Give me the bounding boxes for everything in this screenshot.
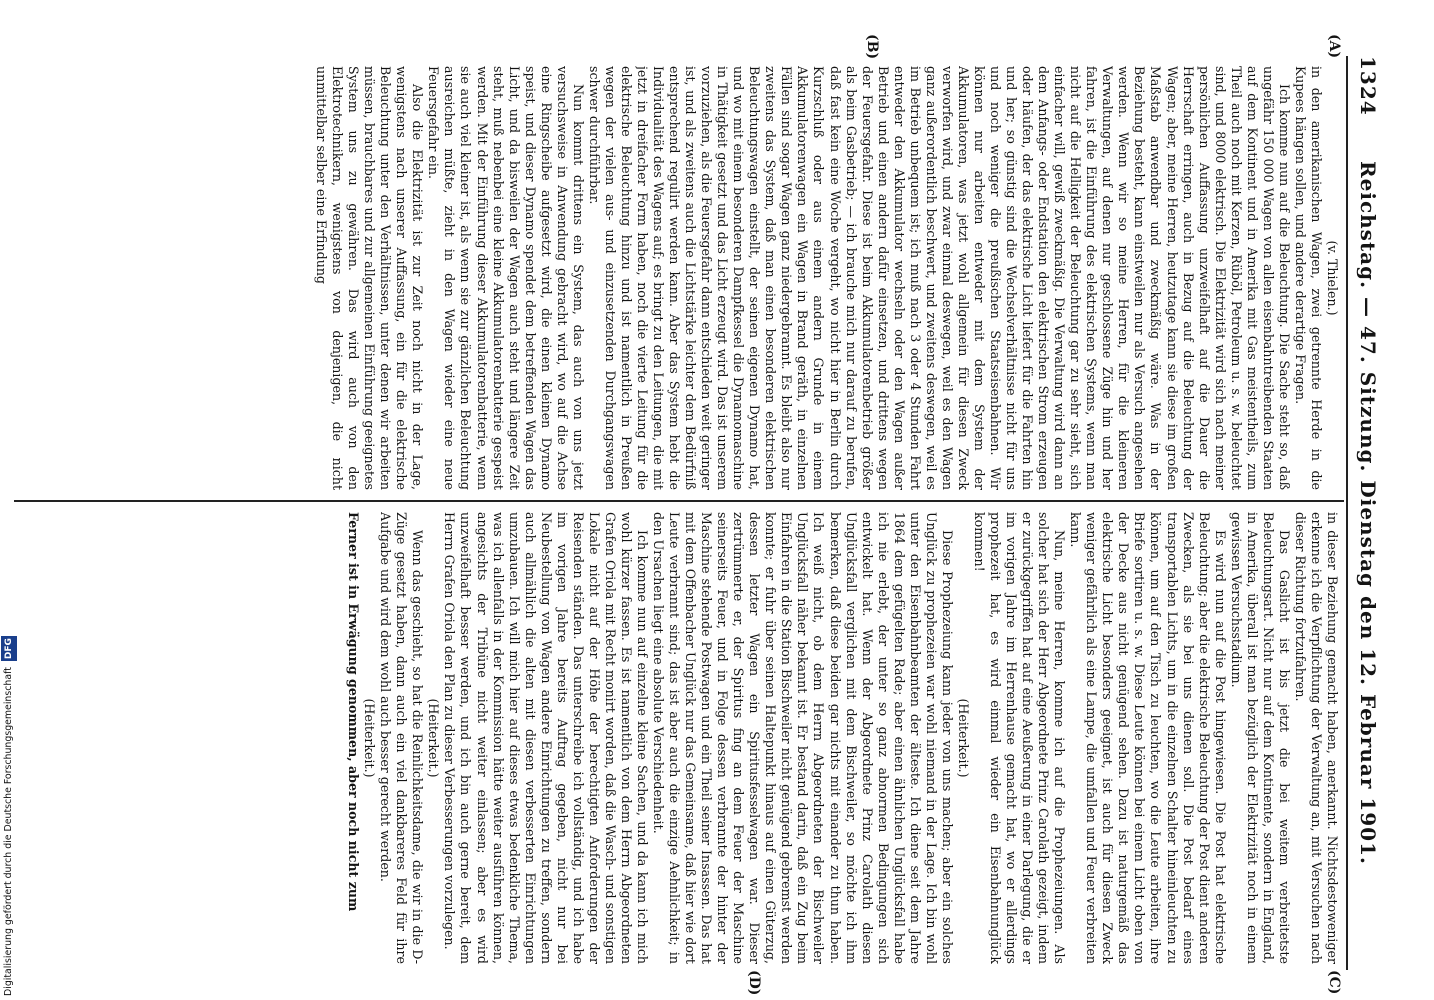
page-number: 1324 bbox=[1356, 56, 1380, 116]
paragraph: Wenn das geschieht, so hat die Reinlichkeitsdame, die wir in die D-Züge gesetzt haben, dann auch ein viel dankbareres Feld für ihre Aufgabe und wird dem wohl auch besser gerecht werden. bbox=[378, 512, 426, 964]
margin-marker-d: (D) bbox=[746, 970, 762, 996]
column-divider bbox=[14, 500, 1344, 502]
margin-marker-a: (A) bbox=[1326, 34, 1342, 59]
paragraph: Ich komme nun auf die Beleuchtung. Die Sache steht so, daß ungefähr 150 000 Wagen von allen eisenbahntreibenden Staaten auf dem Kontinent und in Amerika mit Gas meistentheils, zum Theil auch noch mit Kerzen, Rüböl, Petroleum u. s. w. beleuchtet sind, und 8000 elektrisch. Die Elektrizität wird sich nach meiner persönlichen Auffassung unzweifelhaft auf die Dauer die Herrschaft erringen, auch in Bezug auf die Beleuchtung der Wagen; aber, meine Herren, heutzutage kann sie diese im großen Maßstab anwendbar und zweckmäßig wäre. Was in der Beziehung besteht, kann einstweilen nur als Versuch angesehen werden. Wenn wir so meine Herren, für die kleineren Verwaltungen, auf denen nur geschlossene Züge hin und her fahren, ist die Einführung des elektrischen Systems, wenn man nicht auf die Helligkeit der Beleuchtung gar zu sehr sieht, sich einfacher will, gewiß zweckmäßig. Die Verwaltung wird dann an dem Anfangs- oder Endstation den elektrischen Strom erzeugen oder häufen, der das elektrische Licht liefert für die Fahrten hin und her; so günstig sind die Wechselverhältnisse nicht für uns und noch weniger die preußischen Staatseisenbahnen. Wir können nur arbeiten entweder mit dem System der Akkumulatoren, was jetzt wohl allgemein für diesen Zweck verworfen wird, und zwar einmal deswegen, weil es den Wagen ganz außerordentlich beschwert, und zweitens deswegen, weil es im Betrieb unbequem ist; ich muß nach 3 oder 4 Stunden Fahrt entweder den Akkumulator wechseln oder den Wagen außer Betrieb und einen andern dafür einsetzen, und drittens wegen der Feuersgefahr. Diese ist beim Akkumulatorenbetrieb größer als beim Gasbetrieb; — ich brauche mich nur darauf zu berufen, daß fast kein eine Woche vergeht, wo nicht hier in Berlin durch Kurzschluß oder aus einem andern Grunde in einem Akkumulatorenwagen ein Wagen in Brand geräth, in einzelnen Fällen sind sogar Wagen ganz niedergebrannt. Es bleibt also nur zweitens das System, daß man einen besonderen elektrischen Beleuchtungswagen einstellt, der seinen eigenen Dynamo hat, und wo mit einem besonderen Dampfkessel die Dynamomaschine in Thätigkeit gesetzt und das Licht erzeugt wird. Das ist unserem vorzuziehen, als die Feuersgefahr dann entschieden weit geringer ist, und als zweitens auch die Lichtstärke leichter dem Bedürfniß entsprechend regulirt werden kann. Aber das System hebt die Individualität des Wagens auf; es bringt zu den Leitungen, die mit jetzt in dreifacher Form haben, noch die vierte Leitung für die elektrische Beleuchtung hinzu und ist namentlich in Preußen wegen der vielen aus- und einzusetzenden Durchgangswagen schwer durchführbar. bbox=[586, 66, 1292, 490]
paragraph: Es wird nun auf die Post hingewiesen. Die Post hat elektrische Beleuchtung; aber die elektrische Beleuchtung der Post dient anderen Zwecken, als sie bei uns dienen soll. Die Post bedarf eines transportablen Lichts, um in die einzelnen Schalter hineinleuchten zu können, um auf den Tisch zu leuchten, wo die Leute arbeiten, ihre Briefe sortiren u. s. w. Diese Leute können bei einem Licht oben von der Decke aus nicht genügend sehen. Dazu ist naturgemäß das elektrische Licht besonders geeignet, ist auch für diesen Zweck weniger gefährlich als eine Lampe, die umfallen und Feuer verbreiten kann. bbox=[1068, 512, 1228, 964]
paragraph: in dieser Beziehung gemacht haben, anerkannt. Nichtsdestoweniger erkenne ich die Verpflichtung der Verwaltung an, mit Versuchen nach dieser Richtung fortzufahren. bbox=[1292, 512, 1340, 964]
paragraph: Nun, meine Herren, komme ich auf die Prophezeiungen. Als solcher hat sich der Herr Abgeordnete Prinz Carolath gezeigt, indem er zurückgegriffen hat auf eine Aeußerung in einer Darlegung, die er im vorigen Jahre im Herrenhause gemacht hat, wo er allerdings prophezeit hat, es wird einmal wieder ein Eisenbahnunglück kommen! bbox=[971, 512, 1068, 964]
margin-marker-b: (B) bbox=[864, 34, 880, 60]
interjection: (Heiterkeit.) bbox=[362, 698, 378, 778]
paragraph: Das Gaslicht ist bis jetzt die bei weitem verbreitetste Beleuchtungsart. Nicht nur auf dem Kontinente, sondern in England, in Amerika, überall ist man bezüglich der Elektrizität noch in einem gewissen Versuchsstadium. bbox=[1228, 512, 1292, 964]
page-header bbox=[1350, 56, 1380, 970]
paragraph: Ich komme nun auf einzelne kleine Sachen, und da kann ich mich wohl kürzer fassen. Es ist namentlich von dem Herrn Abgeordneten Grafen Oriola mit Recht monirt worden, daß die Wasch- und sonstigen Lokale nicht auf der Höhe der berechtigten Anforderungen der Reisenden ständen. Das unterschreibe ich vollständig, und ich habe im vorigen Jahre bereits Auftrag gegeben, nicht nur bei Neubestellung von Wagen andere Einrichtungen zu treffen, sondern auch allmählich die alten mit diesen verbesserten Einrichtungen umzubauen. Ich will mich hier auf dieses etwas bedenkliche Thema, was ich allenfalls in der Kommission hätte weiter ausführen können, angesichts der Tribüne nicht weiter einlassen; aber es wird unzweifelhaft besser werden, und ich bin auch gerne bereit, dem Herrn Grafen Oriola den Plan zu dieser Verbesserungen vorzulegen. bbox=[442, 512, 650, 964]
paragraph: Also die Elektrizität ist zur Zeit noch nicht in der Lage, wenigstens nach unserer Auffassung, ein für die elektrische Beleuchtung unter den Verhältnissen, unter denen wir arbeiten müssen, brauchbares und zur allgemeinen Einführung geeignetes System uns zu gewähren. Das wird auch von den Elektrotechnikern, wenigstens von denjenigen, die nicht unmittelbar selber eine Erfindung bbox=[314, 66, 426, 490]
header-rule bbox=[1346, 56, 1348, 970]
paragraph: Diese Prophezeiung kann jeder von uns machen; aber ein solches Unglück zu prophezeien war wohl niemand in der Lage. Ich bin wohl unter den Eisenbahnbeamten der älteste. Ich diene seit dem Jahre 1864 dem gefügelten Rade; aber einen ähnlichen Unglücksfall habe ich nie erlebt, der unter so ganz abnormen Bedingungen sich entwickelt hat. Wenn der Abgeordnete Prinz Carolath diesen Unglücksfall verglichen mit dem Bischweiler, so möchte ich ihm bemerken, daß diese beiden gar nichts mit einander zu thun haben. Ich weiß nicht, ob dem Herrn Abgeordneten der Bischweiler Unglücksfall näher bekannt ist. Er bestand darin, daß ein Zug beim Einfahren in die Station Bischweiler nicht genügend gebremst werden konnte; er fuhr über seinen Haltepunkt hinaus auf einen Güterzug, dessen letzter Wagen ein Spiritusfesselwagen war. Dieser zertrümmerte er, der Spiritus fing an dem Feuer der Maschine seinerseits Feuer, und in Folge dessen verbrannte der hinter der Maschine stehende Postwagen und ein Theil seiner Insassen. Das hat mit dem Offenbacher Unglück nur das Gemeinsame, daß hier wie dort Leute verbrannt sind; das ist aber auch die einzige Aehnlichkeit; in den Ursachen liegt eine absolute Verschiedenheit. bbox=[651, 512, 955, 964]
margin-marker-c: (C) bbox=[1326, 970, 1342, 995]
paragraph: in den amerikanischen Wagen, zwei getrennte Herde in die Kupees hängen sollen, und andere derartige Fragen. bbox=[1292, 66, 1324, 490]
right-column bbox=[14, 512, 1340, 964]
speaker-label: (v. Thielen.) bbox=[1325, 240, 1340, 316]
paragraph: Nun kommt drittens ein System, das auch von uns jetzt versuchsweise in Anwendung gebracht wird, wo auf die Achse eine Ringscheibe aufgesetzt wird, die einen kleinen Dynamo speist, und dieser Dynamo spendet dem betreffenden Wagen das Licht, und da bisweilen der Wagen auch steht und längere Zeit steht, muß nebenbei eine kleine Akkumulatorenbatterie gespeist werden. Mit der Einführung dieser Akkumulatorenbatterie, wenn sie auch viel kleiner ist, als wenn sie zur gänzlichen Beleuchtung ausreichen müßte, zieht in den Wagen wieder eine neue Feuersgefahr ein. bbox=[426, 66, 586, 490]
digitization-credit bbox=[1, 604, 21, 996]
dfg-logo: DFG bbox=[1, 636, 17, 661]
interjection: (Heiterkeit.) bbox=[426, 698, 442, 778]
credit-text: Digitalisierung gefördert durch die Deutsche Forschungsgemeinschaft bbox=[3, 667, 14, 996]
closing-line: Ferner ist in Erwägung genommen, aber noch nicht zum bbox=[346, 512, 362, 912]
interjection: (Heiterkeit.) bbox=[955, 698, 971, 778]
left-column bbox=[14, 66, 1340, 490]
page-title: Reichstag. — 47. Sitzung. Dienstag den 12. Februar 1901. bbox=[1356, 161, 1380, 865]
